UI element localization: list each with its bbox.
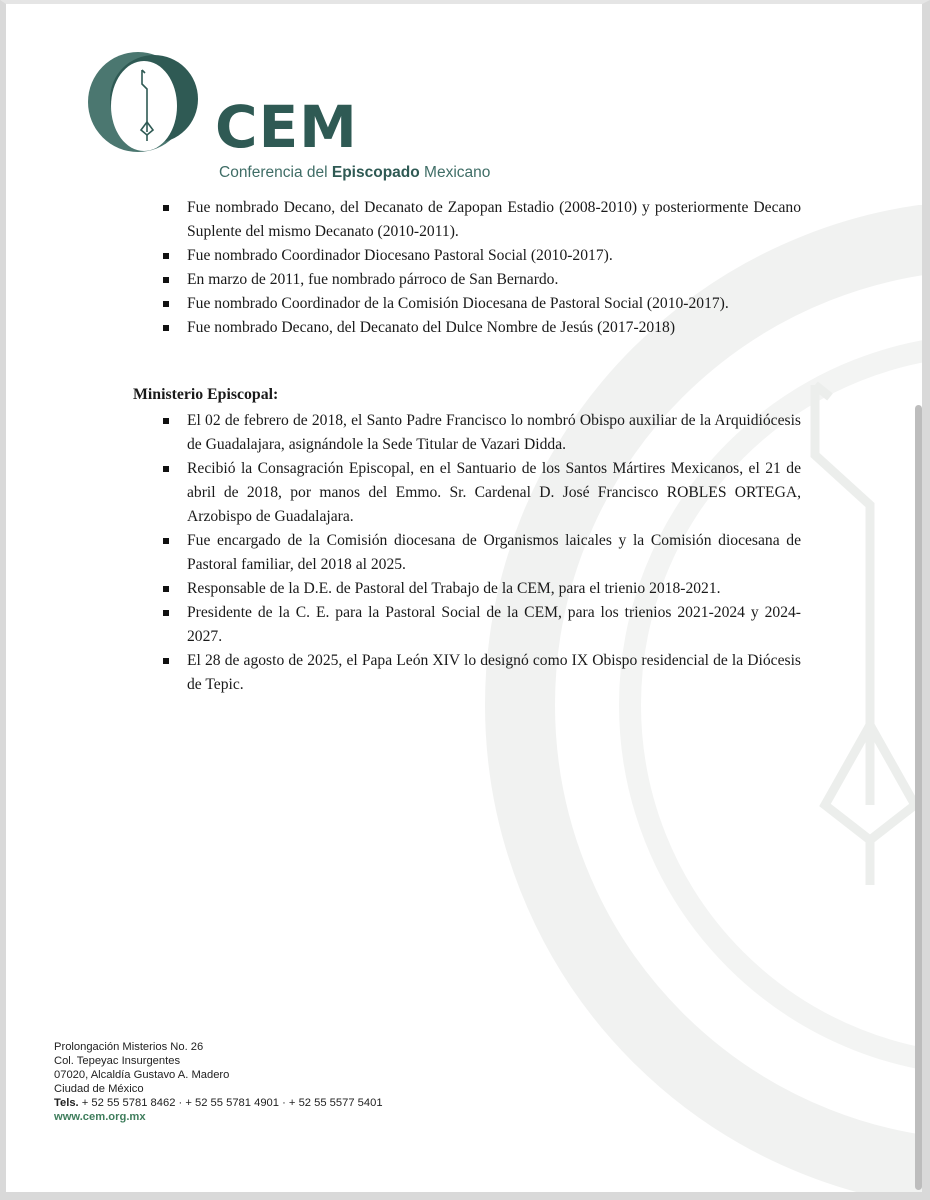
list-item bbox=[133, 457, 801, 529]
bullet-icon bbox=[163, 586, 169, 592]
bullet-icon bbox=[163, 253, 169, 259]
list-item-text: Presidente de la C. E. para la Pastoral Social de la CEM, para los trienios 2021-2024 y 2024-2027. bbox=[187, 604, 801, 645]
logo-acronym: CEM bbox=[215, 93, 358, 161]
list-item-text: Responsable de la D.E. de Pastoral del Trabajo de la CEM, para el trienio 2018-2021. bbox=[187, 580, 721, 597]
bullet-icon bbox=[163, 610, 169, 616]
footer-address-line: Prolongación Misterios No. 26 bbox=[54, 1041, 204, 1053]
bullet-icon bbox=[163, 418, 169, 424]
list-item-text: Fue encargado de la Comisión diocesana de Organismos laicales y la Comisión diocesana de Pastoral familiar, del 2018 al 2025. bbox=[187, 532, 801, 573]
logo-name-bold: Episcopado bbox=[331, 164, 420, 181]
bullet-icon bbox=[163, 658, 169, 664]
list-item bbox=[133, 244, 801, 268]
list-item bbox=[133, 601, 801, 649]
phones-label: Tels. bbox=[54, 1097, 79, 1109]
list-item-text: El 28 de agosto de 2025, el Papa León XIV lo designó como IX Obispo residencial de la Diócesis de Tepic. bbox=[187, 652, 801, 693]
scrollbar[interactable] bbox=[915, 405, 922, 1190]
footer-address-line: 07020, Alcaldía Gustavo A. Madero bbox=[54, 1069, 230, 1081]
list-item bbox=[133, 649, 801, 697]
logo-name-part1: Conferencia del bbox=[219, 164, 332, 181]
cem-emblem-icon bbox=[88, 44, 200, 160]
list-item-text: El 02 de febrero de 2018, el Santo Padre Francisco lo nombró Obispo auxiliar de la Arquidiócesis de Guadalajara, asignándole la Sede Titular de Vazari Didda. bbox=[187, 412, 801, 453]
list-item-text: Fue nombrado Decano, del Decanato del Dulce Nombre de Jesús (2017-2018) bbox=[187, 319, 676, 336]
list-item-text: Fue nombrado Coordinador de la Comisión Diocesana de Pastoral Social (2010-2017). bbox=[187, 295, 729, 312]
list-item-text: Fue nombrado Coordinador Diocesano Pastoral Social (2010-2017). bbox=[187, 247, 613, 264]
website-link[interactable]: www.cem.org.mx bbox=[54, 1111, 146, 1123]
list-item bbox=[133, 292, 801, 316]
bullet-icon bbox=[163, 277, 169, 283]
bullet-icon bbox=[163, 325, 169, 331]
bullet-icon bbox=[163, 301, 169, 307]
footer-phones bbox=[54, 1096, 383, 1110]
section-title: Ministerio Episcopal: bbox=[133, 386, 279, 403]
career-list bbox=[133, 196, 801, 340]
document-body bbox=[133, 196, 801, 697]
footer-contact bbox=[54, 1040, 383, 1124]
episcopal-list bbox=[133, 409, 801, 697]
list-item-text: Fue nombrado Decano, del Decanato de Zapopan Estadio (2008-2010) y posteriormente Decano Suplente del mismo Decanato (2010-2011). bbox=[187, 199, 801, 240]
logo-full-name bbox=[219, 164, 490, 182]
bullet-icon bbox=[163, 205, 169, 211]
list-item-text: Recibió la Consagración Episcopal, en el Santuario de los Santos Mártires Mexicanos, el 21 de abril de 2018, por manos del Emmo. Sr. Cardenal D. José Francisco ROBLES ORTEGA, Arzobispo de Guadalajara. bbox=[187, 460, 801, 525]
cem-logo bbox=[88, 44, 498, 181]
list-item bbox=[133, 316, 801, 340]
footer-address-line: Ciudad de México bbox=[54, 1083, 144, 1095]
phones-numbers: + 52 55 5781 8462 · + 52 55 5781 4901 · + 52 55 5577 5401 bbox=[78, 1097, 383, 1109]
list-item bbox=[133, 196, 801, 244]
bullet-icon bbox=[163, 538, 169, 544]
footer-address-line: Col. Tepeyac Insurgentes bbox=[54, 1055, 181, 1067]
list-item bbox=[133, 529, 801, 577]
list-item-text: En marzo de 2011, fue nombrado párroco de San Bernardo. bbox=[187, 271, 559, 288]
bullet-icon bbox=[163, 466, 169, 472]
list-item bbox=[133, 409, 801, 457]
logo-name-part2: Mexicano bbox=[419, 164, 491, 181]
list-item bbox=[133, 268, 801, 292]
list-item bbox=[133, 577, 801, 601]
